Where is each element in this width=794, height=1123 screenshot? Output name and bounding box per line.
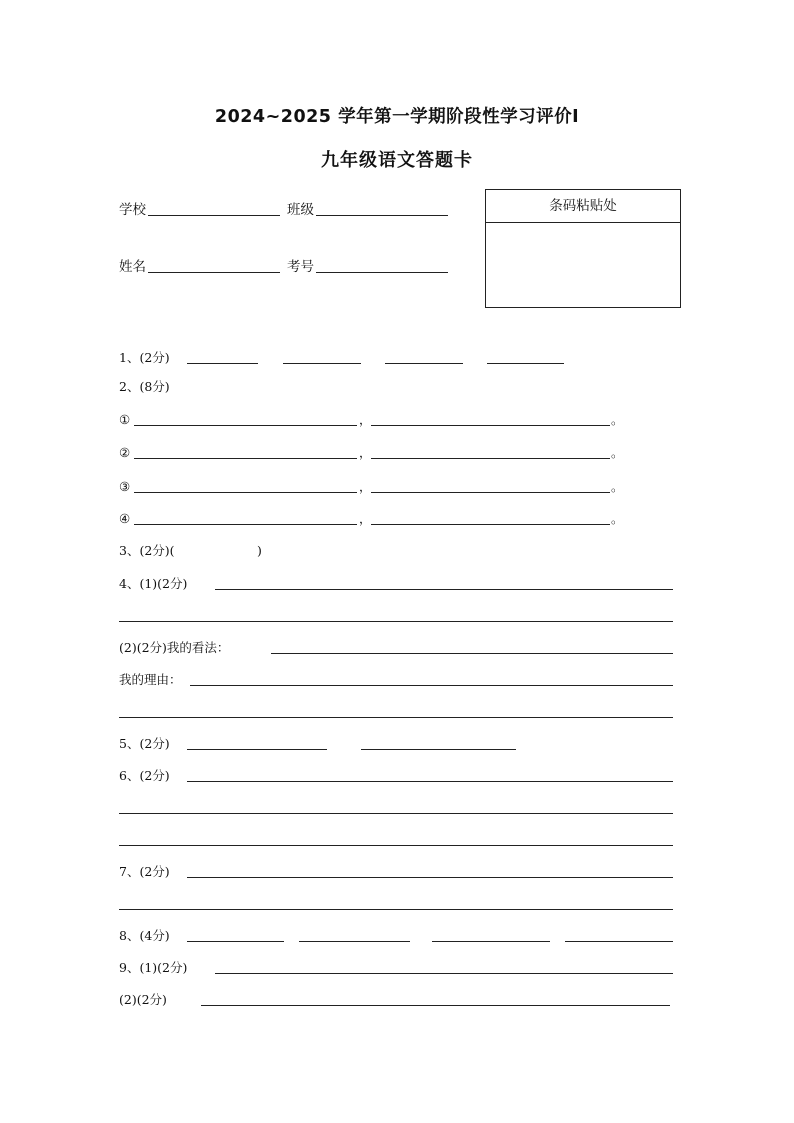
q6-line-3[interactable]	[119, 845, 673, 846]
q5-blank-1[interactable]	[187, 749, 327, 750]
exam-number-label: 考号	[287, 259, 314, 275]
q6-line-1[interactable]	[187, 781, 673, 782]
q1-blank-2[interactable]	[283, 363, 361, 364]
question-1-label: 1、(2分)	[119, 350, 170, 365]
school-field[interactable]	[148, 215, 280, 216]
page-subtitle: 九年级语文答题卡	[321, 150, 473, 171]
q2-item-1-blank-a[interactable]	[134, 425, 357, 426]
q9-2-line[interactable]	[201, 1005, 670, 1006]
q2-item-4-marker: ④	[119, 511, 131, 526]
class-label: 班级	[287, 202, 314, 218]
question-3-close-paren: )	[257, 543, 262, 558]
school-label: 学校	[119, 202, 146, 218]
q2-item-2-comma: ，	[359, 445, 372, 460]
q2-item-2-marker: ②	[119, 445, 131, 460]
question-8-label: 8、(4分)	[119, 928, 170, 943]
q7-line-1[interactable]	[187, 877, 673, 878]
question-7-label: 7、(2分)	[119, 864, 170, 879]
q1-blank-1[interactable]	[187, 363, 258, 364]
q6-line-2[interactable]	[119, 813, 673, 814]
question-3-label: 3、(2分)(	[119, 543, 175, 558]
q4-1-line-2[interactable]	[119, 621, 673, 622]
q8-blank-4[interactable]	[565, 941, 673, 942]
q2-item-1-comma: ，	[359, 412, 372, 427]
q8-blank-2[interactable]	[299, 941, 410, 942]
class-field[interactable]	[316, 215, 448, 216]
name-label: 姓名	[119, 259, 146, 275]
exam-number-field[interactable]	[316, 272, 448, 273]
q2-item-4-period: 。	[611, 511, 624, 526]
question-2-label: 2、(8分)	[119, 379, 170, 394]
q4-2-reason-line-1[interactable]	[190, 685, 673, 686]
q3-answer-slot[interactable]	[194, 556, 254, 557]
name-field[interactable]	[148, 272, 280, 273]
q2-item-2-blank-b[interactable]	[371, 458, 610, 459]
question-9-2-label: (2)(2分)	[119, 992, 167, 1007]
q4-1-line-1[interactable]	[215, 589, 673, 590]
q2-item-4-comma: ，	[359, 511, 372, 526]
question-5-label: 5、(2分)	[119, 736, 170, 751]
q1-blank-4[interactable]	[487, 363, 564, 364]
q2-item-2-period: 。	[611, 445, 624, 460]
q1-blank-3[interactable]	[385, 363, 463, 364]
question-9-1-label: 9、(1)(2分)	[119, 960, 188, 975]
question-4-2-label: (2)(2分)我的看法：	[119, 640, 230, 655]
q5-blank-2[interactable]	[361, 749, 516, 750]
q2-item-3-marker: ③	[119, 479, 131, 494]
q2-item-3-period: 。	[611, 479, 624, 494]
q9-1-line[interactable]	[215, 973, 673, 974]
q2-item-1-blank-b[interactable]	[371, 425, 610, 426]
q2-item-4-blank-b[interactable]	[371, 524, 610, 525]
q4-2-reason-line-2[interactable]	[119, 717, 673, 718]
q2-item-3-blank-b[interactable]	[371, 492, 610, 493]
q7-line-2[interactable]	[119, 909, 673, 910]
barcode-box	[485, 189, 681, 308]
q2-item-2-blank-a[interactable]	[134, 458, 357, 459]
q2-item-3-comma: ，	[359, 479, 372, 494]
q2-item-4-blank-a[interactable]	[134, 524, 357, 525]
question-4-reason-label: 我的理由：	[119, 672, 182, 687]
barcode-label: 条码粘贴处	[486, 190, 680, 223]
question-4-1-label: 4、(1)(2分)	[119, 576, 188, 591]
q8-blank-1[interactable]	[187, 941, 284, 942]
q2-item-3-blank-a[interactable]	[134, 492, 357, 493]
q2-item-1-marker: ①	[119, 412, 131, 427]
q2-item-1-period: 。	[611, 412, 624, 427]
question-6-label: 6、(2分)	[119, 768, 170, 783]
q8-blank-3[interactable]	[432, 941, 550, 942]
q4-2-opinion-line[interactable]	[271, 653, 673, 654]
page-title: 2024~2025 学年第一学期阶段性学习评价Ⅰ	[214, 107, 580, 127]
